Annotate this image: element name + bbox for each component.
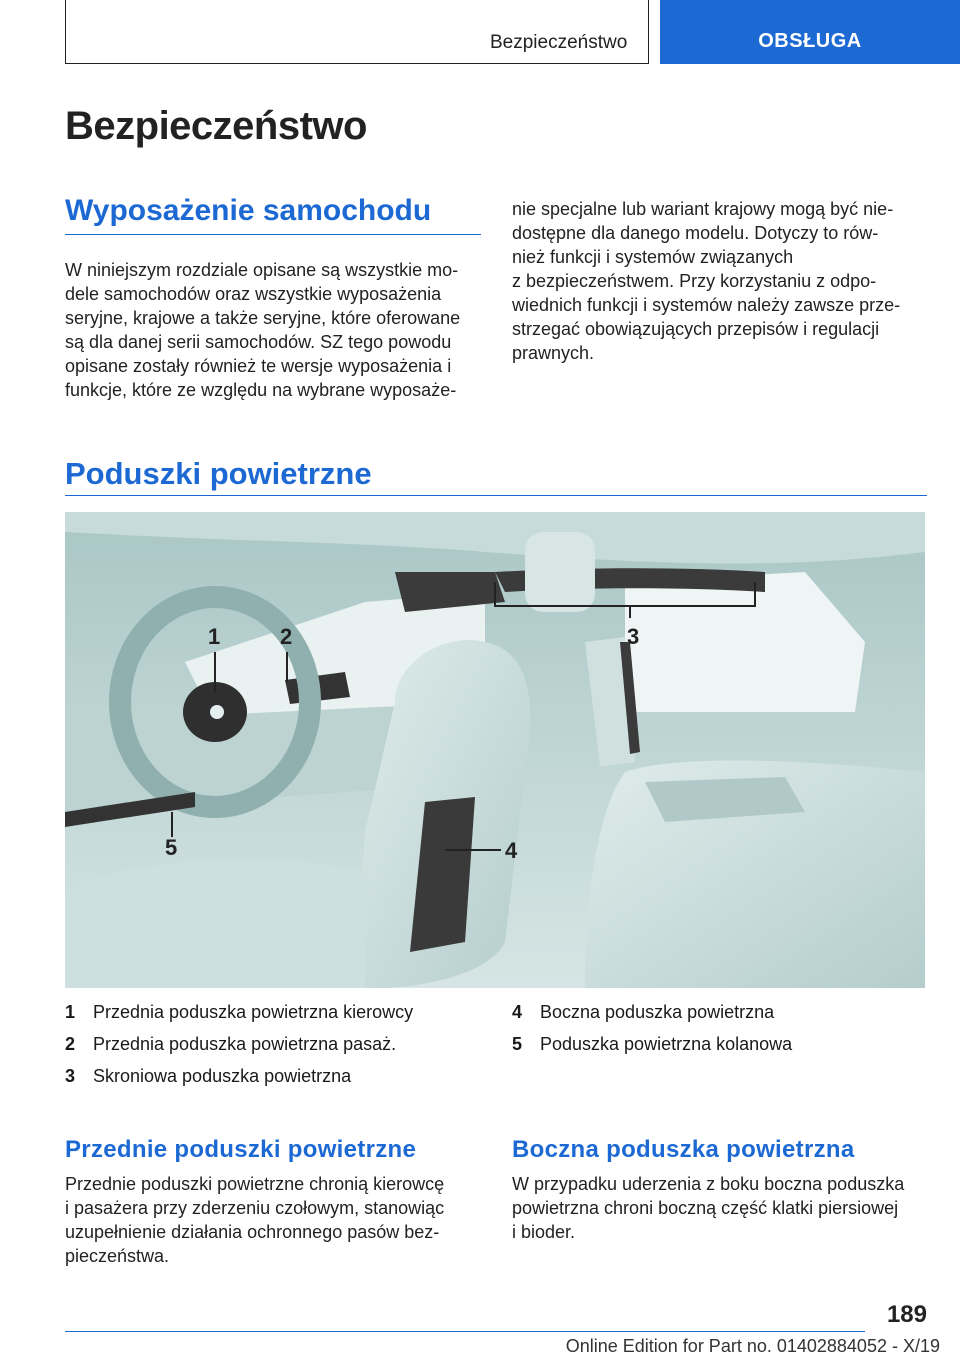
text-line: W niniejszym rozdziale opisane są wszystkie mo‐	[65, 260, 459, 280]
section-rule	[65, 495, 927, 496]
text-line: z bezpieczeństwem. Przy korzystaniu z odpo‐	[512, 271, 877, 291]
section-title-airbags: Poduszki powietrzne	[65, 456, 372, 491]
text-line: dostępne dla danego modelu. Dotyczy to rów‐	[512, 223, 879, 243]
callout-5: 5	[165, 835, 178, 860]
text-line: wiednich funkcji i systemów należy zawsze prze‐	[512, 295, 901, 315]
paragraph-equipment-col2	[512, 197, 932, 365]
text-line: seryjne, krajowe a także seryjne, które oferowane	[65, 308, 461, 328]
legend-text: Przednia poduszka powietrzna kierowcy	[93, 1002, 414, 1022]
header-section-title: Bezpieczeństwo	[490, 32, 628, 53]
text-line: prawnych.	[512, 343, 595, 363]
callout-3: 3	[627, 624, 640, 649]
legend-number: 5	[512, 1034, 523, 1054]
figure-legend-left	[65, 996, 485, 1092]
section-rule	[65, 234, 481, 235]
legend-item	[65, 996, 485, 1028]
text-line: dele samochodów oraz wszystkie wyposażenia	[65, 284, 442, 304]
page-title: Bezpieczeństwo	[65, 104, 367, 148]
legend-text: Poduszka powietrzna kolanowa	[540, 1034, 793, 1054]
paragraph-front-airbags	[65, 1172, 485, 1268]
subsection-title-front-airbags: Przednie poduszki powietrzne	[65, 1136, 417, 1163]
airbag-illustration	[65, 512, 925, 988]
text-line: opisane zostały również te wersje wyposażenia i	[65, 356, 452, 376]
footer-edition-text: Online Edition for Part no. 01402884052 - X/19	[565, 1336, 940, 1356]
legend-item	[65, 1028, 485, 1060]
car-interior-drawing	[65, 512, 925, 988]
text-line: funkcje, które ze względu na wybrane wyposaże‐	[65, 380, 457, 400]
figure-legend-right	[512, 996, 932, 1060]
text-line: uzupełnienie działania ochronnego pasów bez‐	[65, 1222, 440, 1242]
legend-text: Skroniowa poduszka powietrzna	[93, 1066, 352, 1086]
footer-rule	[65, 1331, 865, 1332]
text-line: strzegać obowiązujących przepisów i regulacji	[512, 319, 880, 339]
legend-text: Boczna poduszka powietrzna	[540, 1002, 775, 1022]
paragraph-equipment-col1	[65, 258, 485, 402]
page-number: 189	[886, 1301, 927, 1328]
section-title-equipment: Wyposażenie samochodu	[65, 194, 432, 227]
text-line: pieczeństwa.	[65, 1246, 170, 1266]
legend-number: 2	[65, 1034, 76, 1054]
legend-number: 1	[65, 1002, 76, 1022]
legend-number: 3	[65, 1066, 76, 1086]
text-line: W przypadku uderzenia z boku boczna poduszka	[512, 1174, 905, 1194]
text-line: nie specjalne lub wariant krajowy mogą być nie‐	[512, 199, 894, 219]
legend-number: 4	[512, 1002, 523, 1022]
legend-item	[65, 1060, 485, 1092]
callout-2: 2	[280, 624, 293, 649]
text-line: i bioder.	[512, 1222, 576, 1242]
text-line: Przednie poduszki powietrzne chronią kierowcę	[65, 1174, 445, 1194]
subsection-title-side-airbag: Boczna poduszka powietrzna	[512, 1136, 855, 1163]
text-line: są dla danej serii samochodów. SZ tego powodu	[65, 332, 452, 352]
text-line: powietrzna chroni boczną część klatki piersiowej	[512, 1198, 899, 1218]
legend-text: Przednia poduszka powietrzna pasaż.	[93, 1034, 397, 1054]
callout-1: 1	[208, 624, 221, 649]
header-tab-obsluga[interactable]: OBSŁUGA	[660, 0, 960, 64]
paragraph-side-airbag	[512, 1172, 932, 1244]
legend-item	[512, 996, 932, 1028]
legend-item	[512, 1028, 932, 1060]
text-line: nież funkcji i systemów związanych	[512, 247, 794, 267]
callout-4: 4	[505, 838, 518, 863]
text-line: i pasażera przy zderzeniu czołowym, stanowiąc	[65, 1198, 445, 1218]
